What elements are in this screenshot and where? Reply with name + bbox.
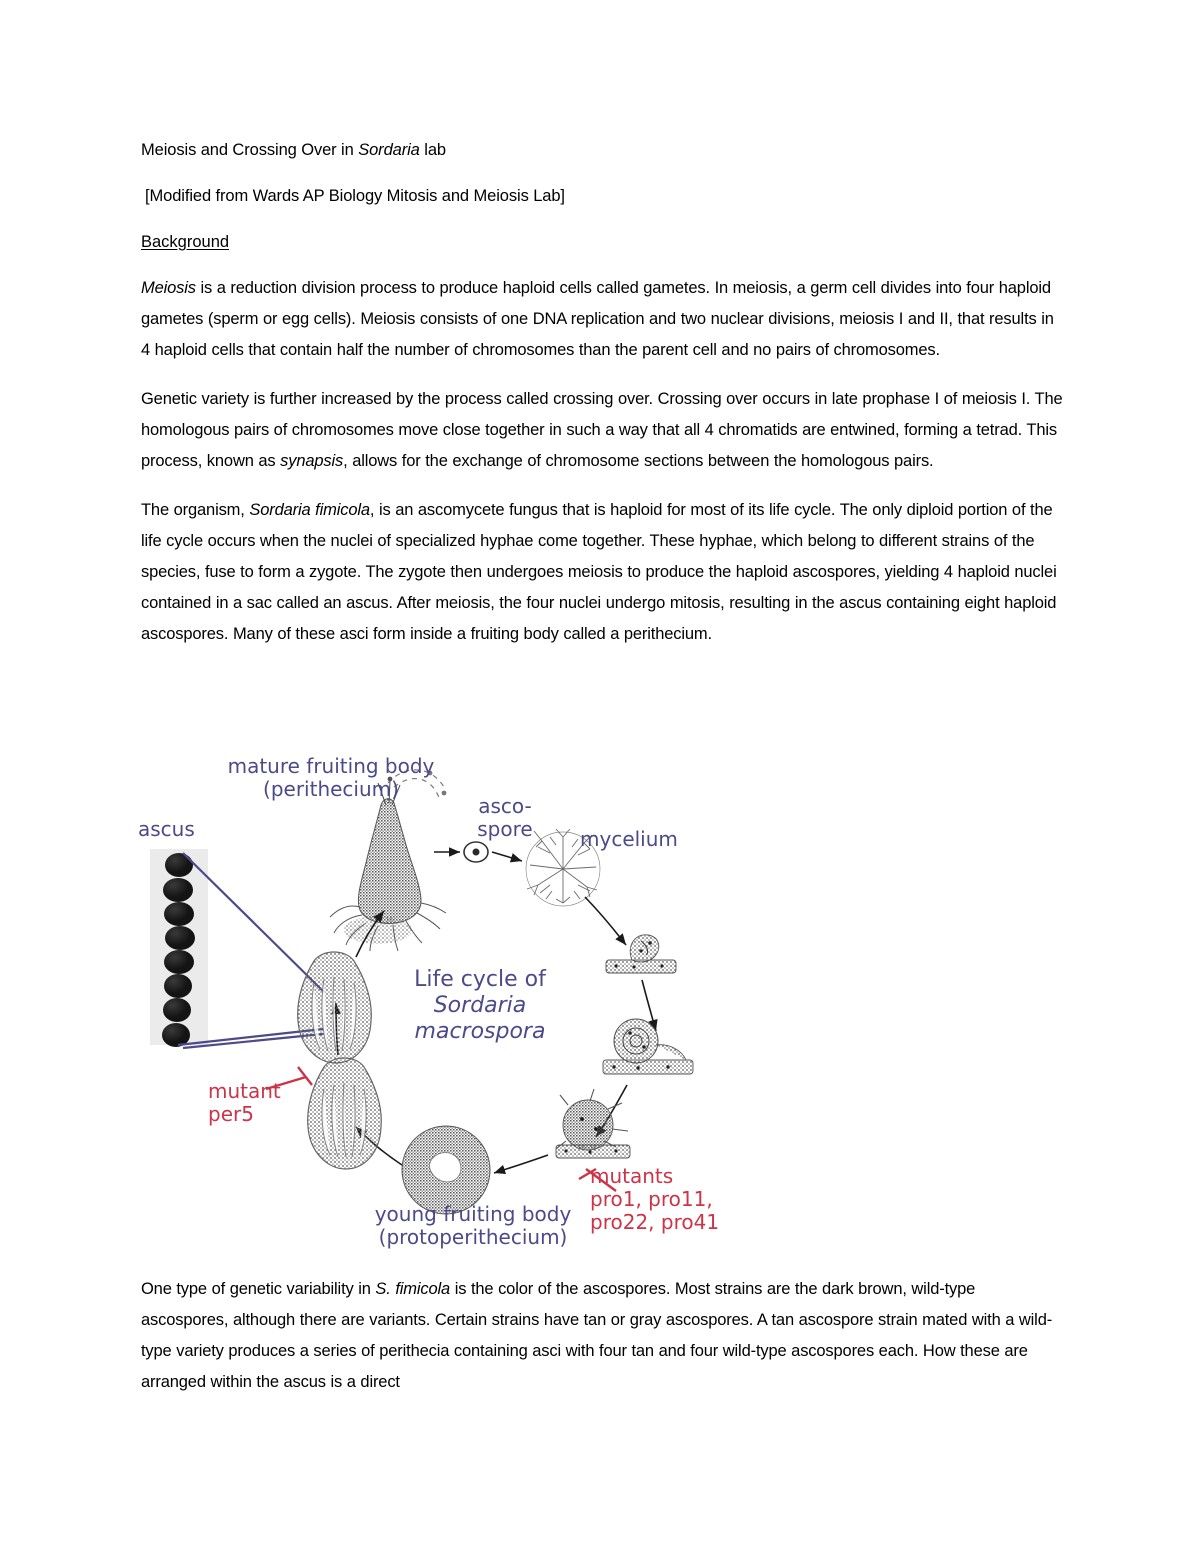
protoperithecium-drawing: [402, 1126, 490, 1214]
label-line1: young fruiting body: [374, 1202, 572, 1226]
section-heading-text: Background: [141, 233, 230, 251]
section-heading-background: [141, 228, 1063, 256]
hyphae-stage-2: [603, 1019, 693, 1074]
hyphae-stage-1: [606, 935, 676, 973]
paragraph-text: is a reduction division process to produce haploid cells called gametes. In meiosis, a germ cell divides into four haploid gametes (sperm or egg cells). Meiosis consists of one DNA replication and two nuclear divisions, meiosis I and II, that results in 4 haploid cells that contain half the number of chromosomes than the parent cell and no pairs of chromosomes.: [141, 279, 1054, 359]
label-line2: spore: [477, 817, 533, 841]
paragraph-sordaria-organism: [141, 495, 1063, 650]
paragraph-text-part2: , allows for the exchange of chromosome sections between the homologous pairs.: [343, 452, 934, 470]
label-young-fruiting-body: [370, 1203, 576, 1249]
label-line1: asco-: [478, 794, 532, 818]
mature-perithecium-drawing: [330, 781, 446, 951]
sordaria-life-cycle-figure: [138, 745, 758, 1265]
single-ascospore: [464, 842, 488, 862]
paragraph-text-part1: Genetic variety is further increased by the process called crossing over. Crossing over occurs in late prophase I of meiosis I. The homologous pairs of chromosomes move close together in such a way that all 4 chromatids are entwined, forming a tetrad. This process, known as: [141, 390, 1063, 470]
center-title-line1: Life cycle of: [414, 967, 546, 992]
label-line1: mutants: [590, 1164, 674, 1188]
label-ascospore: [468, 795, 542, 841]
figure-center-title: [390, 967, 570, 1045]
paragraph-lead-italic: Meiosis: [141, 279, 196, 297]
paragraph-text-part2: , is an ascomycete fungus that is haploid for most of its life cycle. The only diploid portion of the life cycle occurs when the nuclei of specialized hyphae come together. These hyphae, which belong to different strains of the species, fuse to form a zygote. The zygote then undergoes meiosis to produce the haploid ascospores, yielding 4 haploid nuclei contained in a sac called an ascus. After meiosis, the four nuclei undergo mitosis, resulting in the ascus containing eight haploid ascospores. Many of these asci form inside a fruiting body called a perithecium.: [141, 501, 1057, 643]
mutant-per5-perithecium-drawing: [308, 1058, 382, 1169]
label-line2: (protoperithecium): [378, 1225, 568, 1249]
paragraph-text-part1: One type of genetic variability in: [141, 1280, 376, 1298]
center-title-species-epithet: macrospora: [414, 1019, 546, 1044]
paragraph-text-part2: is the color of the ascospores. Most strains are the dark brown, wild-type ascospores, although there are variants. Certain strains have tan or gray ascospores. A tan ascospore strain mated with a wild-type variety produces a series of perithecia containing asci with four tan and four wild-type ascospores each. How these are arranged within the ascus is a direct: [141, 1280, 1053, 1391]
term-synapsis: synapsis: [280, 452, 344, 470]
label-ascus: ascus: [138, 817, 195, 841]
arrow-to-mycelium: [492, 852, 522, 861]
label-line2: pro1, pro11,: [590, 1187, 713, 1211]
document-body-lower: [141, 1274, 1066, 1416]
page-title-species: Sordaria: [358, 141, 420, 159]
label-line1: mutant: [208, 1079, 281, 1103]
page-title-tail: lab: [419, 141, 446, 159]
label-mature-fruiting-body: [216, 755, 446, 801]
paragraph-ascospore-color: [141, 1274, 1066, 1398]
label-line2: (perithecium): [263, 777, 399, 801]
label-line3: pro22, pro41: [590, 1210, 720, 1234]
label-mutant-per5: [208, 1080, 281, 1126]
paragraph-meiosis-definition: [141, 273, 1063, 366]
arrow-mycelium-to-hyphae1: [585, 897, 626, 945]
inner-perithecium-drawing: [298, 952, 372, 1063]
center-title-species-genus: Sordaria: [433, 993, 527, 1018]
species-s-fimicola: S. fimicola: [375, 1280, 451, 1298]
arrow-hyphae3-to-protoperithecium: [494, 1155, 548, 1173]
label-line1: mature fruiting body: [227, 754, 435, 778]
label-mutants-pro: [590, 1165, 719, 1234]
paragraph-crossing-over: [141, 384, 1063, 477]
species-sordaria-fimicola: Sordaria fimicola: [249, 501, 370, 519]
paragraph-text-part1: The organism,: [141, 501, 250, 519]
page-title-text: Meiosis and Crossing Over in: [141, 141, 359, 159]
label-line2: per5: [208, 1102, 254, 1126]
label-mycelium: mycelium: [580, 827, 678, 851]
page-title: [141, 136, 1063, 164]
document-body: [141, 136, 1063, 668]
source-attribution: [Modified from Wards AP Biology Mitosis and Meiosis Lab]: [145, 187, 565, 205]
